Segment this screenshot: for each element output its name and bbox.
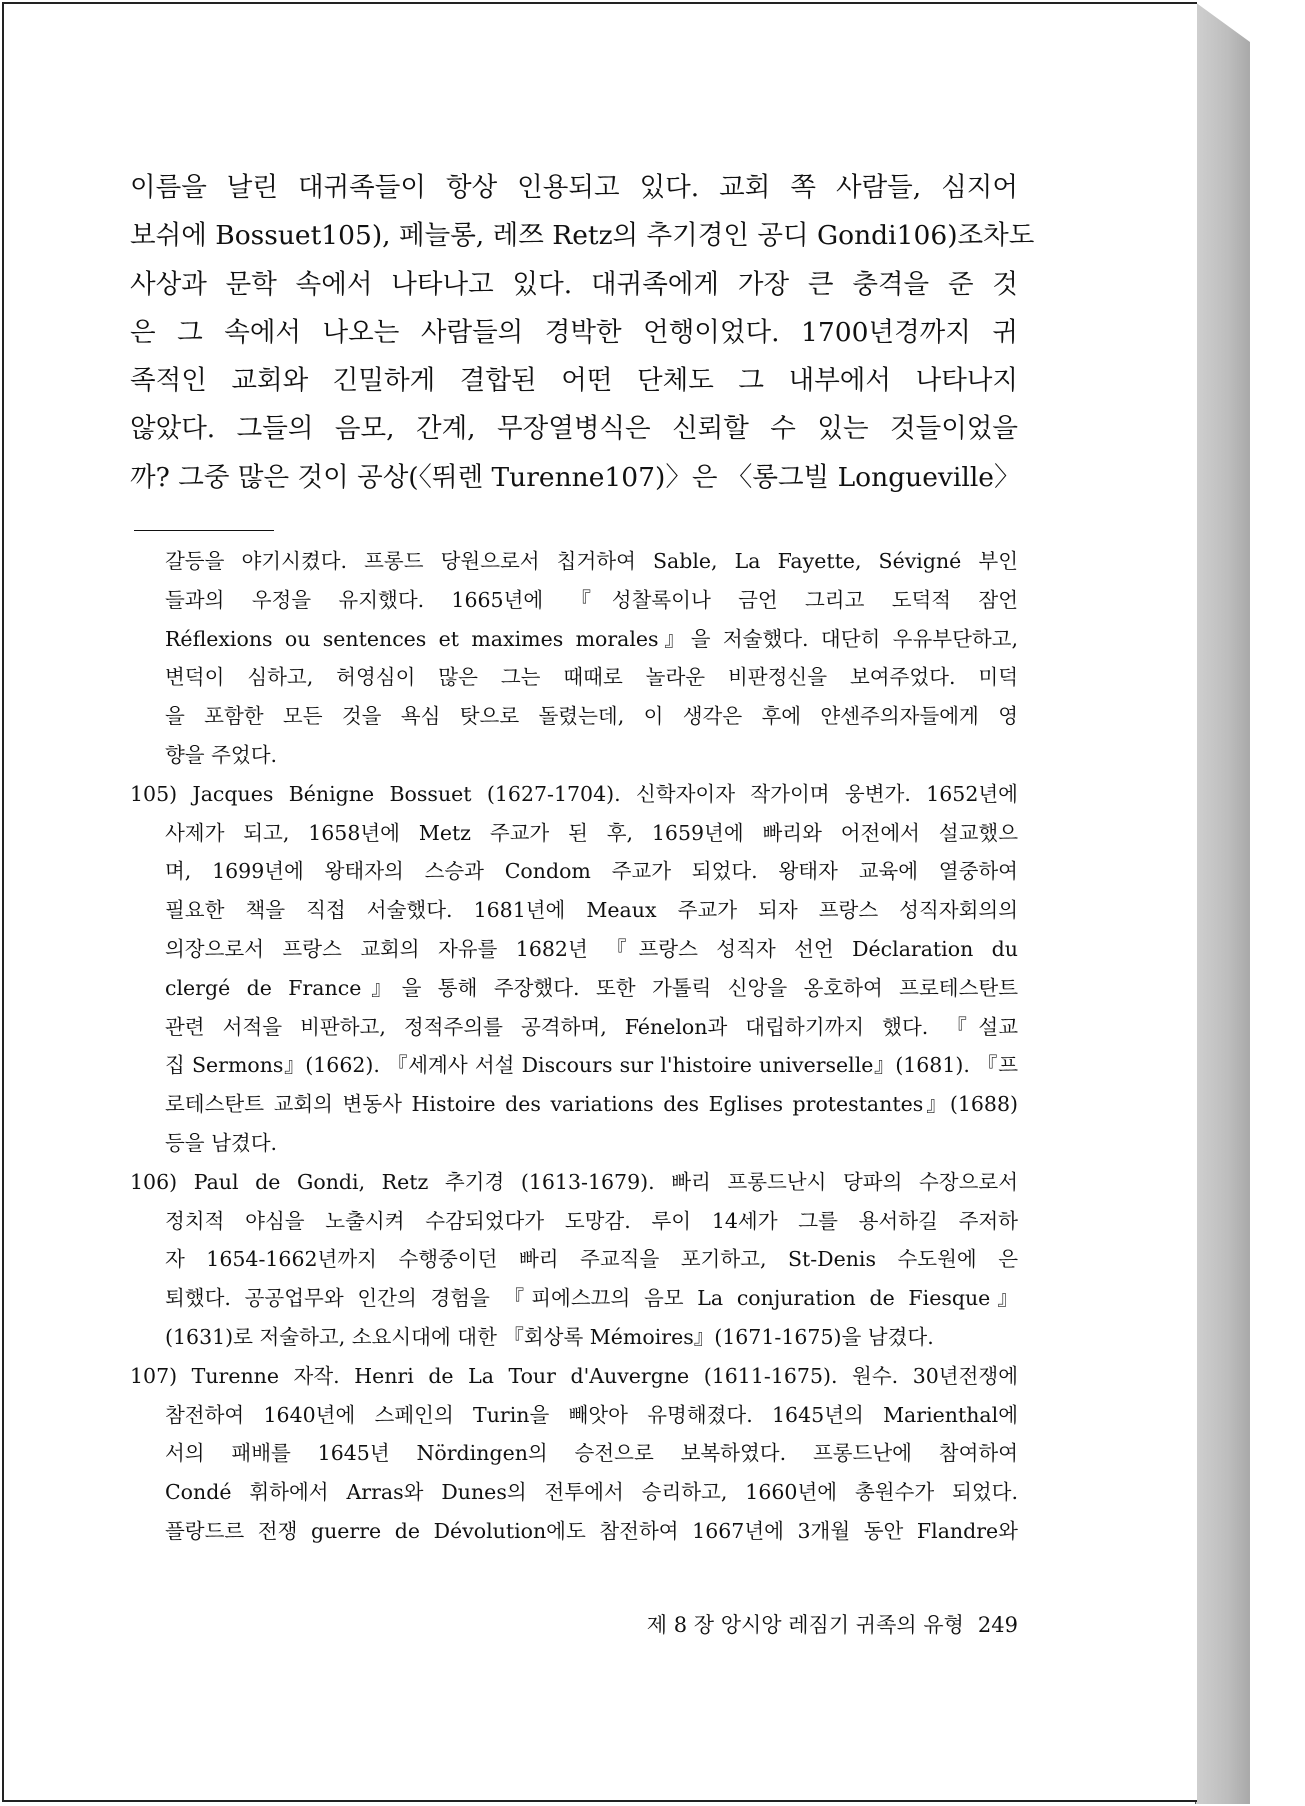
footnote-line: 사제가 되고, 1658년에 Metz 주교가 된 후, 1659년에 빠리와 어전에서 설교했으 (165, 820, 1018, 845)
footnote-line: 플랑드르 전쟁 guerre de Dévolution에도 참전하여 1667년에 3개월 동안 Flandre와 (165, 1518, 1018, 1543)
footnote-line: clergé de France』을 통해 주장했다. 또한 가톨릭 신앙을 옹호하여 프로테스탄트 (165, 975, 1018, 1000)
main-text-line: 않았다. 그들의 음모, 간계, 무장열병식은 신뢰할 수 있는 것들이었을 (130, 413, 1018, 445)
footnote-line: 의장으로서 프랑스 교회의 자유를 1682년 『프랑스 성직자 선언 Déclaration du (165, 936, 1018, 961)
book-page-edge (1195, 2, 1250, 1804)
footnote-line: 필요한 책을 직접 서술했다. 1681년에 Meaux 주교가 되자 프랑스 성직자회의의 (165, 898, 1018, 923)
footnote-line: 변덕이 심하고, 허영심이 많은 그는 때때로 놀라운 비판정신을 보여주었다. 미덕 (165, 665, 1018, 690)
footnote-105 (130, 775, 1018, 1163)
main-text-line: 사상과 문학 속에서 나타나고 있다. 대귀족에게 가장 큰 충격을 준 것 (130, 268, 1018, 300)
footnote-line: 로테스탄트 교회의 변동사 Histoire des variations des Eglises protestantes』(1688) (165, 1092, 1018, 1117)
footnote-106 (130, 1163, 1018, 1357)
footnote-line: 자 1654-1662년까지 수행중이던 빠리 주교직을 포기하고, St-Denis 수도원에 은 (165, 1247, 1018, 1272)
footnote-line: 107) Turenne 자작. Henri de La Tour d'Auvergne (1611-1675). 원수. 30년전쟁에 (130, 1363, 1018, 1388)
footnote-line: 정치적 야심을 노출시켜 수감되었다가 도망감. 루이 14세가 그를 용서하길 주저하 (165, 1208, 1018, 1233)
footnote-line: 등을 남겼다. (165, 1130, 278, 1155)
book-page (2, 2, 1197, 1802)
footnote-line: 105) Jacques Bénigne Bossuet (1627-1704). 신학자이자 작가이며 웅변가. 1652년에 (130, 781, 1018, 806)
footnote-line: 관련 서적을 비판하고, 정적주의를 공격하며, Fénelon과 대립하기까지 했다. 『설교 (165, 1014, 1018, 1039)
footnote-line: (1631)로 저술하고, 소요시대에 대한 『회상록 Mémoires』(1671-1675)을 남겼다. (165, 1324, 934, 1349)
footnote-line: 집 Sermons』(1662). 『세계사 서설 Discours sur l'histoire universelle』(1681). 『프 (165, 1053, 1018, 1078)
footnote-line: 며, 1699년에 왕태자의 스승과 Condom 주교가 되었다. 왕태자 교육에 열중하여 (165, 859, 1018, 884)
footnote-line: Réflexions ou sentences et maximes morales』을 저술했다. 대단히 우유부단하고, (165, 626, 1018, 651)
main-text (130, 164, 1035, 502)
main-text-line: 이름을 날린 대귀족들이 항상 인용되고 있다. 교회 쪽 사람들, 심지어 (130, 172, 1018, 203)
footnote-line: 들과의 우정을 유지했다. 1665년에 『성찰록이나 금언 그리고 도덕적 잠언 (165, 587, 1018, 612)
main-text-line: 은 그 속에서 나오는 사람들의 경박한 언행이었다. 1700년경까지 귀 (130, 316, 1018, 348)
footnotes (130, 542, 1018, 1551)
footnote-line: 갈등을 야기시켰다. 프롱드 당원으로서 칩거하여 Sable, La Fayette, Sévigné 부인 (165, 549, 1018, 573)
footnote-107 (130, 1357, 1018, 1551)
footnote-line: 을 포함한 모든 것을 욕심 탓으로 돌렸는데, 이 생각은 후에 얀센주의자들에게 영 (165, 704, 1018, 729)
main-text-line: 족적인 교회와 긴밀하게 결합된 어떤 단체도 그 내부에서 나타나지 (130, 365, 1018, 397)
footnote-line: 106) Paul de Gondi, Retz 추기경 (1613-1679). 빠리 프롱드난시 당파의 수장으로서 (130, 1169, 1018, 1194)
main-text-line: 보쉬에 Bossuet105), 페늘롱, 레쯔 Retz의 추기경인 공디 Gondi106)조차도 (130, 220, 1035, 252)
running-footer-chapter: 제 8 장 앙시앙 레짐기 귀족의 유형 (646, 1613, 964, 1637)
footnote-separator (134, 530, 274, 531)
footnote-line: 서의 패배를 1645년 Nördingen의 승전으로 보복하였다. 프롱드난에 참여하여 (165, 1441, 1018, 1466)
main-text-line: 까? 그중 많은 것이 공상(〈뛰렌 Turenne107)〉은 〈롱그빌 Longueville〉 (130, 461, 1021, 493)
page-footer (604, 1609, 1018, 1639)
page-number: 249 (977, 1613, 1018, 1637)
footnote-line: 퇴했다. 공공업무와 인간의 경험을 『피에스끄의 음모 La conjuration de Fiesque』 (165, 1286, 1018, 1311)
footnote-continued (130, 542, 1018, 775)
footnote-line: Condé 휘하에서 Arras와 Dunes의 전투에서 승리하고, 1660년에 총원수가 되었다. (165, 1480, 1018, 1505)
footnote-line: 참전하여 1640년에 스페인의 Turin을 빼앗아 유명해졌다. 1645년의 Marienthal에 (165, 1402, 1018, 1427)
footnote-line: 향을 주었다. (165, 742, 278, 767)
